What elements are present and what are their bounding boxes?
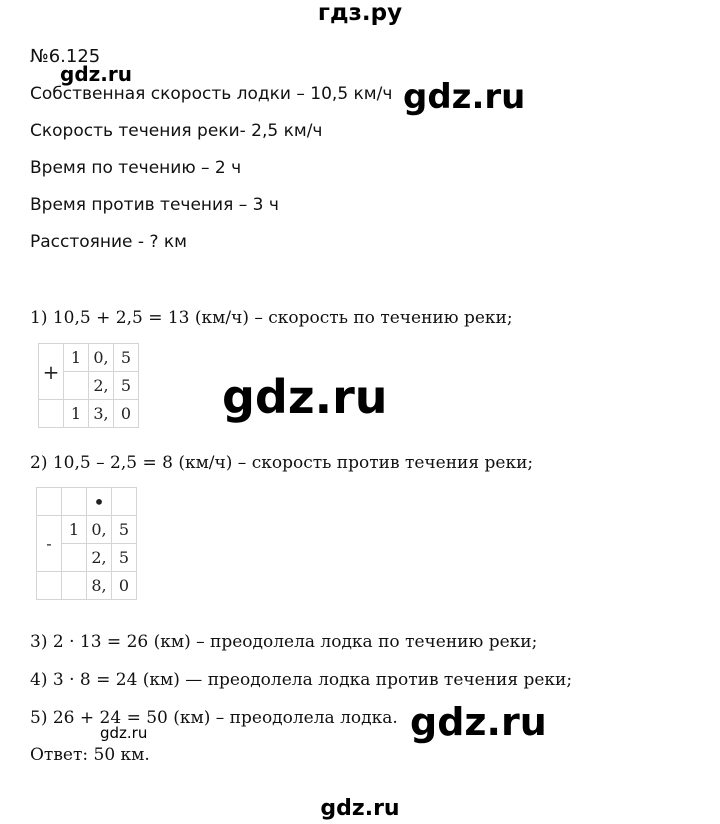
difference-blank-1 (37, 572, 62, 600)
addend-2-digit-3: 5 (114, 372, 139, 400)
sum-digit-3: 0 (114, 400, 139, 428)
minuend-digit-2: 0, (87, 516, 112, 544)
problem-number: №6.125 (30, 46, 101, 67)
addend-1-digit-1: 1 (64, 344, 89, 372)
addend-2-digit-1 (64, 372, 89, 400)
addition-column (38, 343, 139, 428)
subtrahend-digit-2: 2, (87, 544, 112, 572)
difference-digit-2: 8, (87, 572, 112, 600)
minuend-digit-1: 1 (62, 516, 87, 544)
subtrahend-digit-3: 5 (112, 544, 137, 572)
sum-digit-1: 1 (64, 400, 89, 428)
borrow-blank-2 (62, 488, 87, 516)
subtraction-column (36, 487, 137, 600)
step-5: 5) 26 + 24 = 50 (км) – преодолела лодка. (30, 708, 398, 728)
watermark-large-2: gdz.ru (222, 370, 388, 424)
step-3: 3) 2 · 13 = 26 (км) – преодолела лодка по течению реки; (30, 632, 538, 652)
borrow-mark: • (87, 488, 112, 516)
step-2: 2) 10,5 – 2,5 = 8 (км/ч) – скорость против течения реки; (30, 453, 534, 473)
footer-watermark: gdz.ru (320, 796, 400, 821)
given-time-upstream: Время против течения – 3 ч (30, 195, 279, 215)
given-speed-river: Скорость течения реки- 2,5 км/ч (30, 121, 323, 141)
minuend-digit-3: 5 (112, 516, 137, 544)
watermark-small-bottom: gdz.ru (100, 724, 148, 742)
addend-1-digit-3: 5 (114, 344, 139, 372)
subtrahend-digit-1 (62, 544, 87, 572)
addend-2-digit-2: 2, (89, 372, 114, 400)
step-4: 4) 3 · 8 = 24 (км) — преодолела лодка против течения реки; (30, 670, 573, 690)
addend-1-digit-2: 0, (89, 344, 114, 372)
subtraction-sign: - (37, 516, 62, 572)
site-title: гдз.ру (317, 0, 403, 26)
difference-digit-3: 0 (112, 572, 137, 600)
given-speed-boat: Собственная скорость лодки – 10,5 км/ч (30, 84, 393, 104)
sum-digit-2: 3, (89, 400, 114, 428)
watermark-small-top: gdz.ru (60, 62, 132, 86)
watermark-large-1: gdz.ru (403, 77, 526, 117)
borrow-blank-1 (37, 488, 62, 516)
given-distance: Расстояние - ? км (30, 232, 187, 252)
watermark-large-3: gdz.ru (410, 700, 547, 744)
answer: Ответ: 50 км. (30, 745, 150, 765)
borrow-blank-3 (112, 488, 137, 516)
step-1: 1) 10,5 + 2,5 = 13 (км/ч) – скорость по течению реки; (30, 308, 513, 328)
addition-sign: + (39, 344, 64, 400)
given-time-downstream: Время по течению – 2 ч (30, 158, 242, 178)
difference-digit-1 (62, 572, 87, 600)
sum-blank (39, 400, 64, 428)
